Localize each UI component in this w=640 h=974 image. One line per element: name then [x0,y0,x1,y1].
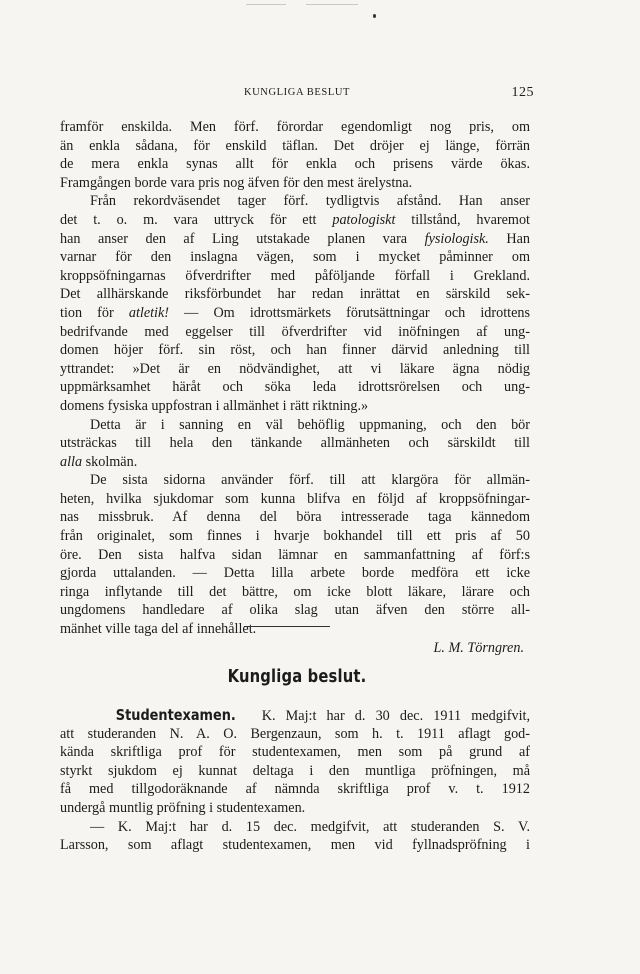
text-line: att studeranden N. A. O. Bergenzaun, som h. t. 1911 aflagt god- [60,725,530,742]
section-heading: Kungliga beslut. [227,666,367,687]
signature: L. M. Törngren. [433,639,524,656]
text-line: Framgången borde vara pris nog äfven för den mest ärelystna. [60,174,413,191]
text-line: utsträckas till hela den tänkande allmänheten och särskildt till [60,435,530,452]
text-line: Detta är i sanning en väl behöflig uppmaning, och den bör [90,416,530,433]
text-line: — K. Maj:t har d. 15 dec. medgifvit, att studeranden S. V. [90,818,530,835]
text-run: — Om idrottsmärkets förutsättningar och idrottens [169,304,530,321]
text-line: gjorda uttalanden. — Detta lilla arbete borde medföra ett icke [60,565,530,582]
text-line [60,211,530,230]
text-run: han anser den af Ling utstakade planen vara [60,230,425,247]
page-edge-mark [306,4,358,5]
text-line: de mera enkla synas allt för enkla och prisens värde ökas. [60,156,530,173]
text-line: domens fysiska uppfostran i allmänhet i rätt riktning.» [60,397,369,414]
emphasis: atletik! [128,304,170,321]
text-line: öre. Den sista halfva sidan lämnar en sammanfattning af förf:s [60,546,530,563]
text-line: än enkla sådana, för enskild täflan. Det dröjer ej länge, förrän [60,137,530,154]
text-line: yttrandet: »Det är en nödvändighet, att vi läkare ägna nödig [60,360,530,377]
text-run: tillstånd, hvaremot [395,211,530,228]
text-line: ungdomens handledare af olika slag utan äfven den större all- [60,602,530,619]
text-line [60,706,530,725]
text-line: heten, hvilka sjukdomar som kunna blifva en följd af kroppsöfningar- [60,490,530,507]
page-edge-mark [246,4,286,5]
running-header [60,87,534,103]
text-line: Det allhärskande riksförbundet har redan inrättat en särskild sek- [60,286,530,303]
section-divider [244,626,330,627]
text-line: från originalet, som finnes i hvarje bokhandel till ett pris af 50 [60,528,530,545]
text-line: uppmärksamhet häråt och söka leda idrottsrörelsen och ung- [60,379,530,396]
text-line: undergå muntlig pröfning i studentexamen. [60,799,306,816]
text-run: K. Maj:t har d. 30 dec. 1911 medgifvit, [261,708,530,724]
text-line: varnar för den inslagna vägen, som i mycket påminner om [60,249,530,266]
emphasis: fysiologisk. [424,230,489,247]
ink-speck [373,14,376,18]
sub-heading: Studentexamen. [115,706,236,724]
text-run: tion för [60,304,129,321]
text-line: bedrifvande med eggelser till öfverdrifter vid inöfningen af ung- [60,323,530,340]
text-line: kända skriftliga prof för studentexamen, men som på grund af [60,744,530,761]
text-line: få med tillgodoräknande af nämnda skriftliga prof v. t. 1912 [60,781,530,798]
review-text [60,118,530,657]
text-line: ringa inflytande till det bättre, om icke blott läkare, lärare och [60,583,530,600]
text-run: det t. o. m. vara uttryck för ett [60,211,333,228]
text-line: De sista sidorna använder förf. till att klargöra för allmän- [90,472,530,489]
text-run: Han [488,230,531,247]
text-line: Larsson, som aflagt studentexamen, men vid fyllnadspröfning i [60,837,530,854]
text-run: skolmän. [82,453,138,470]
text-line: styrkt sjukdom ej kunnat deltaga i den muntliga pröfningen, må [60,762,530,779]
text-line [60,453,530,472]
text-line: Från rekordväsendet tager förf. tydligtvis afstånd. Han anser [90,193,530,210]
running-title: KUNGLIGA BESLUT [243,87,351,98]
text-line [60,304,530,323]
emphasis: patologiskt [332,211,396,228]
text-line: framför enskilda. Men förf. förordar egendomligt nog pris, om [60,119,530,135]
text-line: nas missbruk. Af denna del böra intresserade taga kännedom [60,509,530,526]
text-line: mänhet ville taga del af innehållet. [60,621,257,638]
page-number: 125 [511,85,534,100]
text-line [60,230,530,249]
text-line: kroppsöfningarnas öfverdrifter med påföljande förfall i Grekland. [60,267,530,284]
decree-text [60,706,530,855]
emphasis: alla [60,453,83,470]
text-line: domen höjer förf. sin röst, och han finner därvid anledning till [60,342,530,359]
